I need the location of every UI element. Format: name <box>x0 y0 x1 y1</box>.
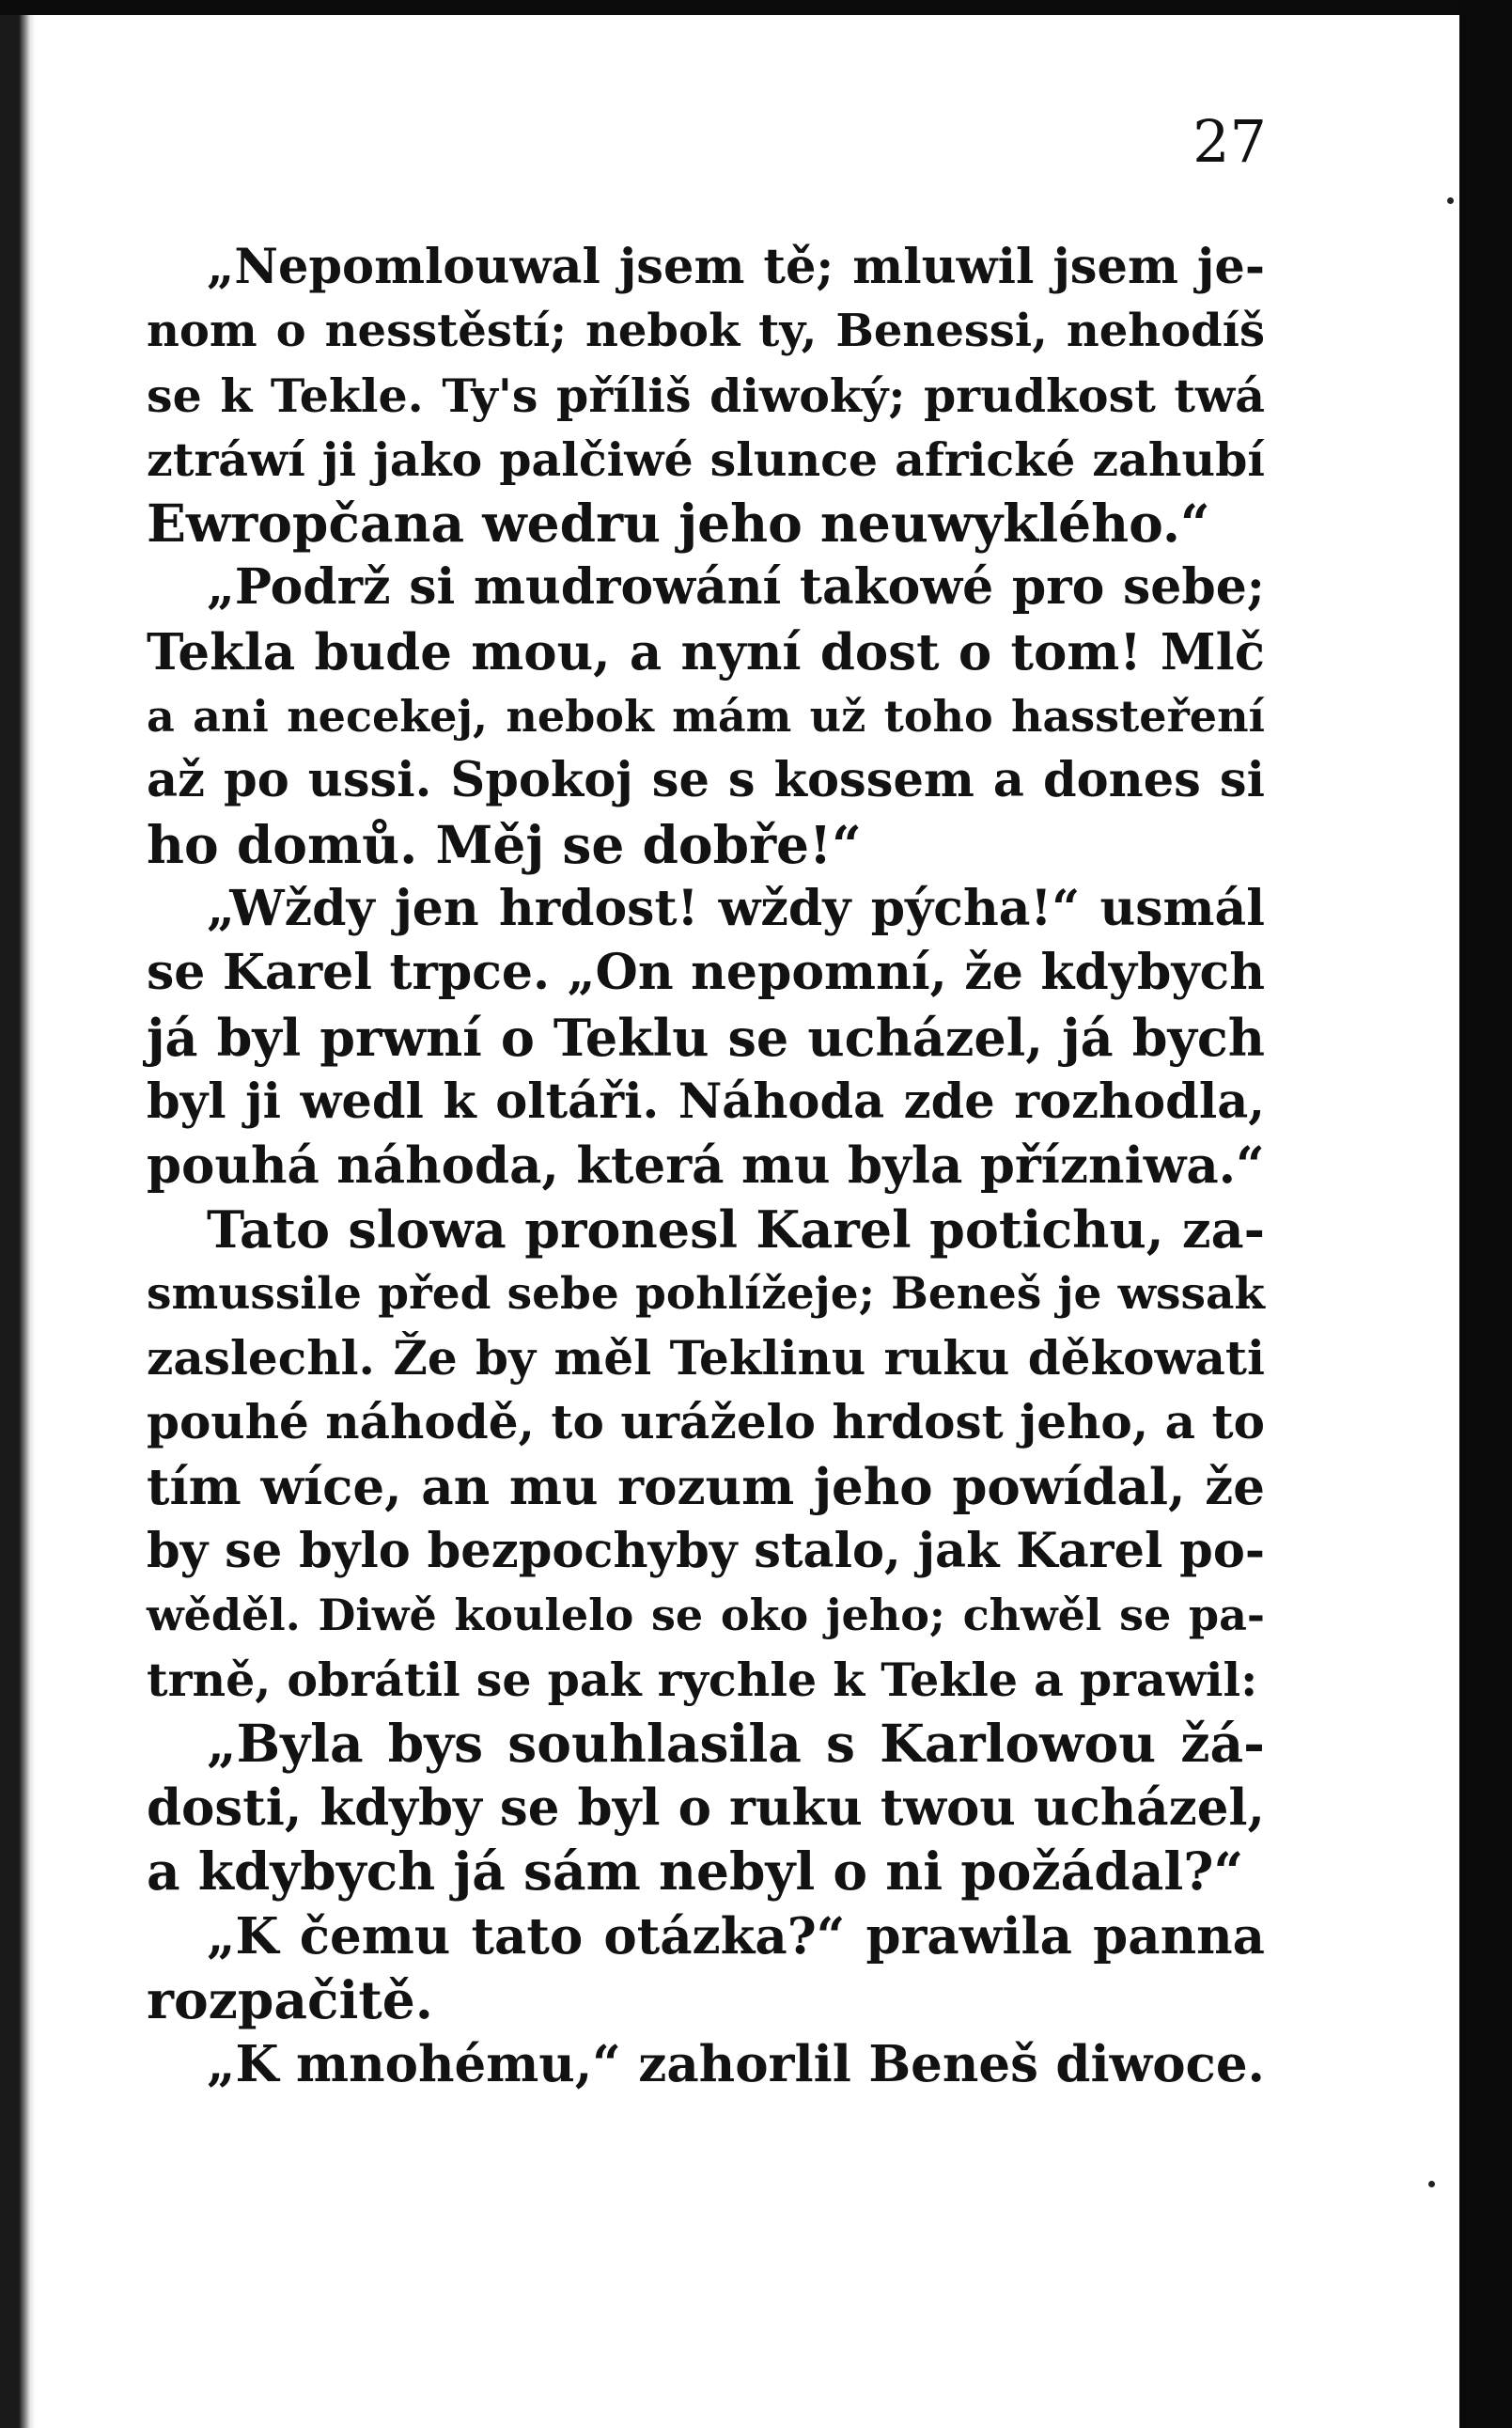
text-line: „K čemu tato otázka?“ prawila panna <box>207 1906 1265 1966</box>
text-line: se Karel trpce. „On nepomní, že kdybych <box>147 944 1265 1002</box>
text-line: trně, obrátil se pak rychle k Tekle a prawil: <box>147 1652 1258 1707</box>
text-line: „Podrž si mudrowání takowé pro sebe; <box>207 558 1265 617</box>
text-line: tím wíce, an mu rozum jeho powídal, že <box>147 1457 1265 1516</box>
text-line: Tekla bude mou, a nyní dost o tom! Mlč <box>147 622 1265 681</box>
text-line: zaslechl. Že by měl Teklinu ruku děkowati <box>147 1330 1265 1386</box>
scan-speck <box>1447 197 1454 204</box>
scan-top-border <box>0 0 1512 15</box>
text-line: „K mnohému,“ zahorlil Beneš diwoce. <box>207 2035 1265 2094</box>
text-line: „Nepomlouwal jsem tě; mluwil jsem je- <box>207 239 1265 295</box>
text-line: se k Tekle. Ty's příliš diwoký; prudkost twá <box>147 368 1265 423</box>
text-line: a ani necekej, nebok mám už toho hassteření <box>147 691 1265 743</box>
text-line: pouhé náhodě, to uráželo hrdost jeho, a to <box>147 1394 1265 1450</box>
scan-speck <box>1428 2181 1435 2187</box>
text-line: a kdybych já sám nebyl o ni požádal?“ <box>147 1841 1244 1903</box>
page-number: 27 <box>1192 107 1267 176</box>
text-line: by se bylo bezpochyby stalo, jak Karel po- <box>147 1522 1265 1579</box>
text-line: ztráwí ji jako palčiwé slunce africké zahubí <box>147 431 1265 487</box>
body-text <box>147 235 1265 2097</box>
text-line: ho domů. Měj se dobře!“ <box>147 813 862 875</box>
text-line: byl ji wedl k oltáři. Náhoda zde rozhodla, <box>147 1073 1265 1130</box>
scan-right-border <box>1459 0 1512 2428</box>
text-line: Ewropčana wedru jeho neuwyklého.“ <box>147 493 1210 555</box>
text-line: „Byla bys souhlasila s Karlowou žá- <box>207 1712 1265 1774</box>
text-line: smussile před sebe pohlížeje; Beneš je wssak <box>147 1267 1265 1320</box>
text-line: já byl prwní o Teklu se ucházel, já bych <box>147 1007 1265 1068</box>
binding-shadow <box>0 15 36 2428</box>
text-line: až po ussi. Spokoj se s kossem a dones si <box>147 752 1265 809</box>
text-line: dosti, kdyby se byl o ruku twou ucházel, <box>147 1778 1265 1838</box>
text-line: rozpačitě. <box>147 1969 433 2031</box>
text-line: nom o nesstěstí; nebok ty, Benessi, nehodíš <box>147 305 1265 358</box>
text-line: „Wždy jen hrdost! wždy pýcha!“ usmál <box>207 879 1265 937</box>
text-line: pouhá náhoda, která mu byla přízniwa.“ <box>147 1136 1265 1196</box>
text-line: wěděl. Diwě koulelo se oko jeho; chwěl se pa- <box>147 1590 1265 1641</box>
text-line: Tato slowa pronesl Karel potichu, za- <box>207 1199 1265 1261</box>
